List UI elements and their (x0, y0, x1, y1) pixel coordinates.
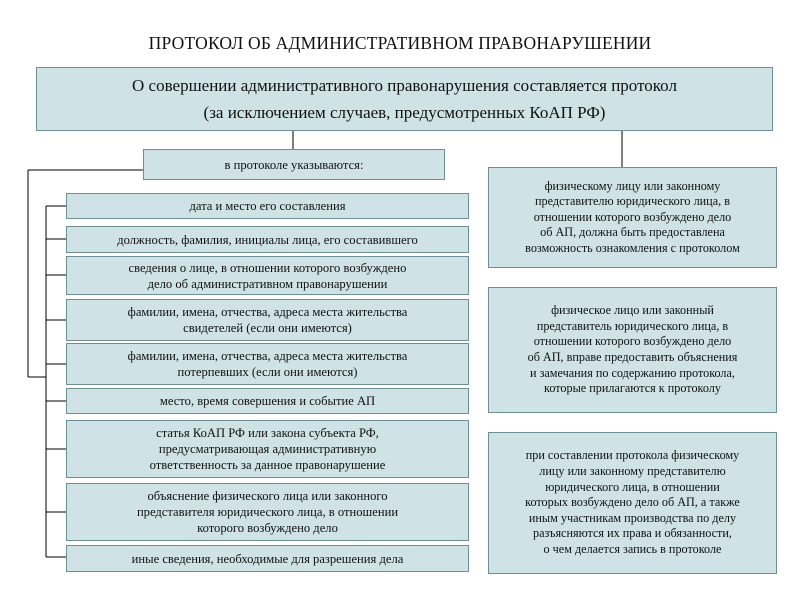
right-item-3-line-4: которых возбуждено дело об АП, а также (525, 495, 740, 510)
left-item-8 (66, 483, 469, 541)
right-item-1-line-5: возможность ознакомления с протоколом (525, 240, 740, 255)
left-item-2-line-1: должность, фамилия, инициалы лица, его составившего (117, 232, 418, 247)
right-item-3 (488, 432, 777, 574)
left-item-3-line-1: сведения о лице, в отношении которого возбуждено (128, 260, 407, 275)
right-item-2-line-1: физическое лицо или законный (551, 303, 714, 318)
left-item-7-line-1: статья КоАП РФ или закона субъекта РФ, (156, 426, 379, 440)
right-item-2-line-6: которые прилагаются к протоколу (544, 381, 721, 396)
left-item-8-line-2: представителя юридического лица, в отношении (136, 505, 399, 519)
left-item-7-line-2: предусматривающая административную (158, 442, 377, 456)
right-item-3-line-3: юридического лица, в отношении (545, 479, 720, 494)
left-item-4-line-2: свидетелей (если они имеются) (183, 321, 352, 335)
left-item-6 (66, 388, 469, 414)
right-item-3-line-7: о чем делается запись в протоколе (543, 541, 722, 556)
left-item-4-line-1: фамилии, имена, отчества, адреса места жительства (127, 305, 408, 319)
right-item-2-line-3: отношении которого возбуждено дело (533, 334, 732, 349)
right-item-2-line-2: представитель юридического лица, в (536, 318, 729, 333)
right-item-2 (488, 287, 777, 413)
right-item-3-line-5: иным участникам производства по делу (528, 510, 737, 525)
left-header-box (143, 149, 445, 180)
right-item-3-line-1: при составлении протокола физическому (525, 448, 740, 463)
left-header-label: в протоколе указываются: (224, 157, 364, 172)
left-item-1 (66, 193, 469, 219)
main-box (36, 67, 773, 131)
left-item-8-line-1: объяснение физического лица или законного (147, 489, 388, 503)
left-item-5-line-1: фамилии, имена, отчества, адреса места жительства (127, 349, 408, 363)
page-title: ПРОТОКОЛ ОБ АДМИНИСТРАТИВНОМ ПРАВОНАРУШЕНИИ (148, 33, 652, 53)
right-item-1-line-1: физическому лицу или законному (544, 178, 721, 193)
left-item-3-line-2: дело об административном правонарушении (147, 276, 388, 291)
left-item-1-line-1: дата и место его составления (189, 199, 346, 213)
left-item-5-line-2: потерпевших (если они имеются) (177, 365, 358, 379)
main-box-line-1: О совершении административного правонарушения составляется протокол (132, 76, 677, 95)
right-item-3-line-2: лицу или законному представителю (539, 464, 726, 479)
left-item-9-line-1: иные сведения, необходимые для разрешения дела (131, 551, 404, 566)
right-item-1-line-2: представителю юридического лица, в (535, 194, 730, 209)
left-item-7 (66, 420, 469, 478)
left-item-2 (66, 226, 469, 253)
left-item-6-line-1: место, время совершения и событие АП (159, 394, 376, 408)
left-item-4 (66, 299, 469, 341)
right-item-1-line-3: отношении которого возбуждено дело (533, 209, 732, 224)
left-item-3 (66, 256, 469, 295)
right-item-1 (488, 167, 777, 268)
main-box-line-2: (за исключением случаев, предусмотренных КоАП РФ) (203, 103, 606, 122)
left-item-7-line-3: ответственность за данное правонарушение (149, 458, 386, 472)
right-item-2-line-5: и замечания по содержанию протокола, (530, 365, 735, 380)
left-item-9 (66, 545, 469, 572)
right-item-3-line-6: разъясняются их права и обязанности, (533, 526, 732, 541)
right-item-1-line-4: об АП, должна быть предоставлена (540, 225, 725, 240)
left-item-5 (66, 343, 469, 385)
left-item-8-line-3: которого возбуждено дело (197, 521, 338, 535)
right-item-2-line-4: об АП, вправе предоставить объяснения (527, 350, 738, 364)
